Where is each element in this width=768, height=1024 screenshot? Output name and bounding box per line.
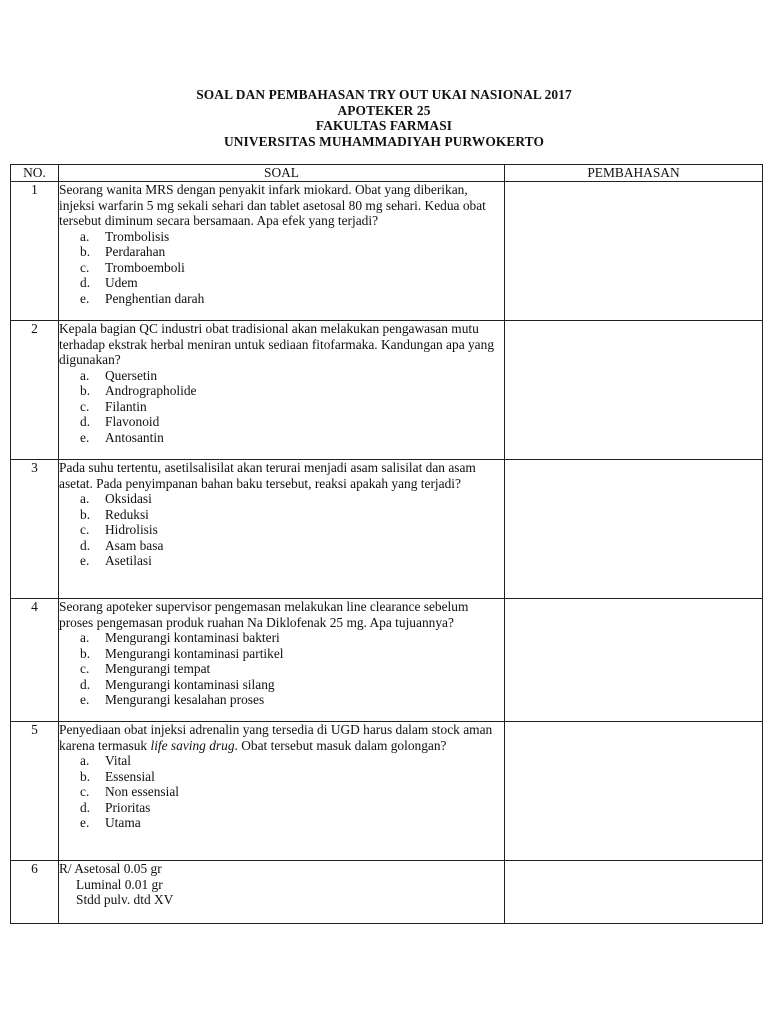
option-letter: a.	[80, 367, 90, 383]
option-text: Prioritas	[105, 799, 151, 815]
option-text: Andrographolide	[105, 383, 197, 398]
option-letter: a.	[80, 491, 90, 506]
option-text: Tromboemboli	[105, 259, 185, 275]
pembahasan-cell	[505, 182, 763, 321]
question-text: Seorang apoteker supervisor pengemasan melakukan line clearance sebelum proses pengemasan produk ruahan Na Diklofenak 25 mg. Apa tujuannya?	[59, 599, 472, 630]
option-item	[59, 553, 504, 569]
question-cell	[59, 321, 505, 460]
option-letter: d.	[80, 676, 91, 692]
option-item	[59, 646, 504, 662]
option-list	[59, 368, 504, 446]
question-text: Seorang wanita MRS dengan penyakit infark miokard. Obat yang diberikan, injeksi warfarin 5 mg sekali sehari dan tablet asetosal 80 mg sehari. Kedua obat tersebut diminum secara bersamaan. Apa efek yang terjadi?	[59, 182, 490, 228]
option-text: Utama	[105, 815, 141, 830]
option-item	[59, 383, 504, 399]
option-letter: d.	[80, 275, 91, 290]
option-text: Mengurangi kontaminasi silang	[105, 676, 275, 692]
option-list	[59, 753, 504, 831]
question-cell	[59, 599, 505, 722]
option-text: Mengurangi kesalahan proses	[105, 692, 265, 707]
option-text: Penghentian darah	[105, 290, 205, 306]
option-letter: b.	[80, 244, 91, 259]
option-item	[59, 368, 504, 384]
option-letter: c.	[80, 522, 90, 537]
question-table	[10, 164, 763, 924]
option-item	[59, 815, 504, 831]
option-list	[59, 491, 504, 569]
option-letter: c.	[80, 259, 90, 275]
pembahasan-cell	[505, 321, 763, 460]
option-item	[59, 522, 504, 538]
question-number: 3	[11, 460, 59, 599]
pembahasan-cell	[505, 861, 763, 924]
option-item	[59, 275, 504, 291]
option-text: Mengurangi kontaminasi partikel	[105, 645, 284, 661]
option-item	[59, 507, 504, 523]
option-item	[59, 769, 504, 785]
option-item	[59, 491, 504, 507]
question-text	[59, 722, 504, 753]
option-item	[59, 800, 504, 816]
option-letter: d.	[80, 414, 91, 429]
question-cell	[59, 182, 505, 321]
option-text: Vital	[105, 753, 131, 768]
prescription-line: Luminal 0.01 gr	[76, 876, 163, 892]
option-text: Reduksi	[105, 506, 149, 522]
option-text: Antosantin	[105, 429, 164, 445]
option-text: Asetilasi	[105, 553, 152, 568]
option-item	[59, 677, 504, 693]
option-letter: b.	[80, 645, 91, 661]
prescription-line: Stdd pulv. dtd XV	[76, 892, 174, 907]
question-cell	[59, 460, 505, 599]
option-item	[59, 661, 504, 677]
question-number: 6	[11, 861, 59, 924]
option-letter: d.	[80, 537, 91, 553]
option-text: Non essensial	[105, 784, 180, 799]
table-row	[11, 182, 763, 321]
header-title: SOAL DAN PEMBAHASAN TRY OUT UKAI NASIONAL 2017	[196, 87, 572, 102]
question-number: 4	[11, 599, 59, 722]
option-item	[59, 753, 504, 769]
option-item	[59, 244, 504, 260]
option-letter: c.	[80, 398, 90, 414]
question-cell	[59, 722, 505, 861]
option-item	[59, 260, 504, 276]
document-header	[0, 87, 768, 149]
prescription-line: R/ Asetosal 0.05 gr	[59, 861, 162, 876]
option-text: Hidrolisis	[105, 522, 158, 537]
option-list	[59, 630, 504, 708]
question-cell	[59, 861, 505, 924]
option-text: Udem	[105, 275, 138, 290]
option-item	[59, 784, 504, 800]
question-text-part: Penyediaan obat injeksi adrenalin yang tersedia di UGD harus dalam stock aman karena termasuk	[59, 722, 496, 753]
option-text: Filantin	[105, 398, 147, 414]
option-letter: b.	[80, 383, 91, 398]
column-header-pembahasan: PEMBAHASAN	[505, 165, 763, 182]
question-number: 2	[11, 321, 59, 460]
option-list	[59, 229, 504, 307]
option-item	[59, 399, 504, 415]
option-text: Perdarahan	[105, 244, 166, 259]
table-row	[11, 321, 763, 460]
option-letter: e.	[80, 429, 90, 445]
table-row	[11, 722, 763, 861]
header-subtitle: APOTEKER 25	[337, 102, 431, 118]
option-letter: e.	[80, 553, 90, 568]
option-item	[59, 538, 504, 554]
header-faculty: FAKULTAS FARMASI	[315, 118, 453, 133]
column-header-no: NO.	[11, 165, 59, 182]
table-row	[11, 861, 763, 924]
pembahasan-cell	[505, 599, 763, 722]
option-text: Quersetin	[105, 367, 158, 383]
option-letter: a.	[80, 630, 90, 645]
option-item	[59, 692, 504, 708]
option-letter: c.	[80, 661, 90, 676]
pembahasan-cell	[505, 460, 763, 599]
question-text: Kepala bagian QC industri obat tradisional akan melakukan pengawasan mutu terhadap ekstrak herbal meniran untuk sediaan fitofarmaka. Kandungan apa yang digunakan?	[59, 321, 498, 367]
option-item	[59, 414, 504, 430]
option-item	[59, 229, 504, 245]
option-letter: a.	[80, 228, 90, 244]
question-number: 1	[11, 182, 59, 321]
option-letter: d.	[80, 799, 91, 815]
option-text: Essensial	[105, 768, 155, 784]
option-letter: e.	[80, 290, 90, 306]
option-text: Trombolisis	[105, 228, 170, 244]
option-letter: e.	[80, 815, 90, 830]
pembahasan-cell	[505, 722, 763, 861]
option-letter: b.	[80, 506, 91, 522]
column-header-soal: SOAL	[59, 165, 505, 182]
option-item	[59, 291, 504, 307]
option-text: Oksidasi	[105, 491, 152, 506]
table-row	[11, 460, 763, 599]
option-text: Mengurangi tempat	[105, 661, 211, 676]
table-row	[11, 599, 763, 722]
option-letter: e.	[80, 692, 90, 707]
option-text: Flavonoid	[105, 414, 160, 429]
table-header-row	[11, 165, 763, 182]
option-item	[59, 430, 504, 446]
question-text: Pada suhu tertentu, asetilsalisilat akan terurai menjadi asam salisilat dan asam asetat. Pada penyimpanan bahan baku tersebut, reaksi apakah yang terjadi?	[59, 460, 480, 491]
question-number: 5	[11, 722, 59, 861]
option-item	[59, 630, 504, 646]
option-text: Asam basa	[105, 537, 164, 553]
option-letter: c.	[80, 784, 90, 799]
question-text-emphasis: life saving drug	[150, 737, 235, 753]
option-letter: b.	[80, 768, 91, 784]
option-letter: a.	[80, 753, 90, 768]
question-text-part: . Obat tersebut masuk dalam golongan?	[234, 737, 447, 753]
option-text: Mengurangi kontaminasi bakteri	[105, 630, 280, 645]
header-university: UNIVERSITAS MUHAMMADIYAH PURWOKERTO	[224, 133, 544, 149]
